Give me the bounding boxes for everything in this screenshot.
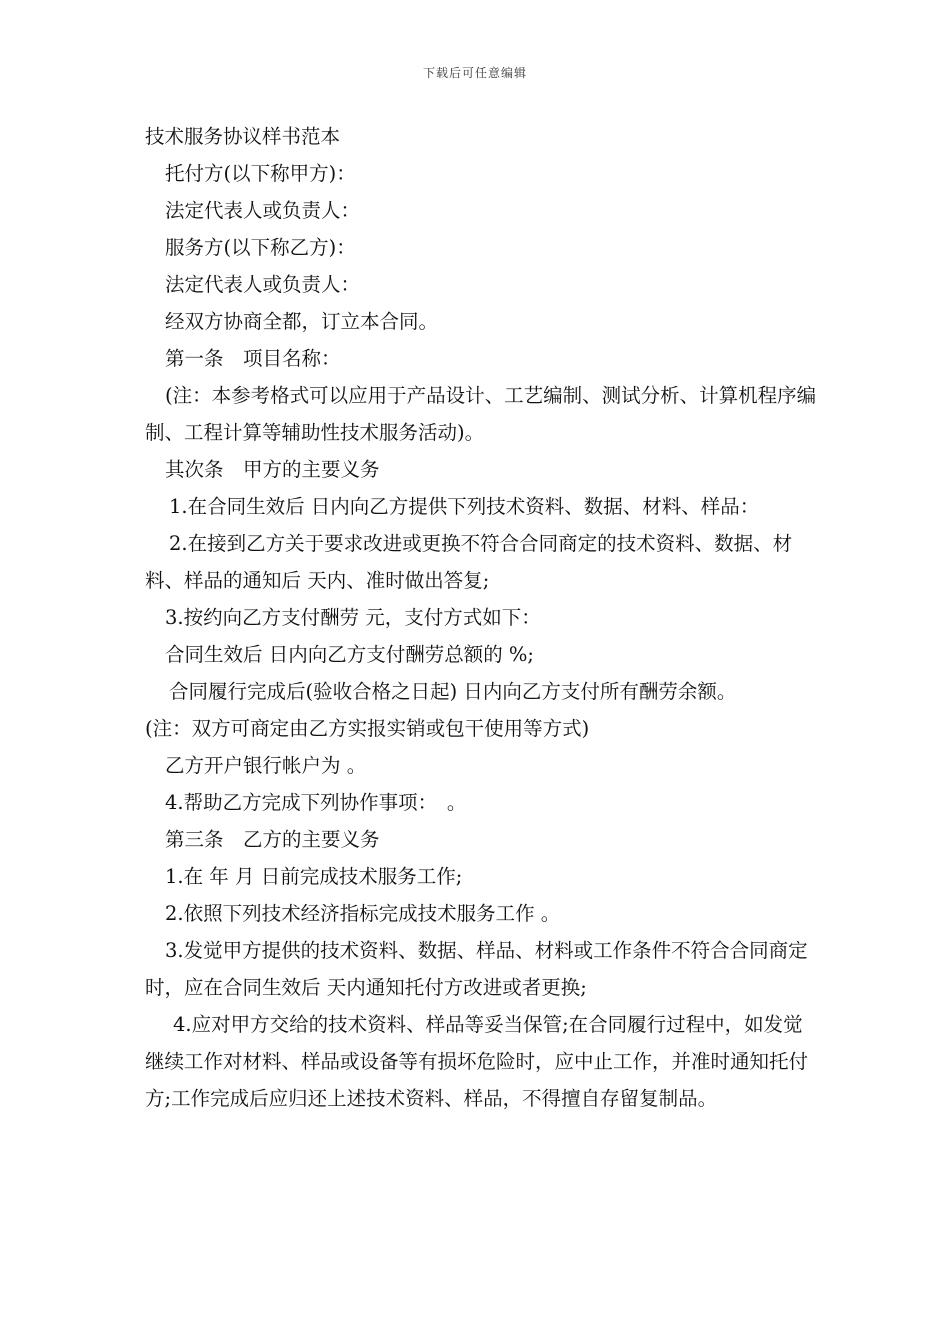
- article-1-heading: 第一条 项目名称：: [165, 347, 341, 370]
- document-title: 技术服务协议样书范本: [145, 125, 341, 148]
- article-2-item-1: 1.在合同生效后 日内向乙方提供下列技术资料、数据、材料、样品：: [169, 495, 760, 518]
- page-header-note: 下载后可任意编辑: [422, 66, 527, 80]
- paragraph-client: 托付方(以下称甲方)：: [165, 162, 356, 185]
- article-2-item-4: 4.帮助乙方完成下列协作事项： 。: [165, 791, 467, 814]
- article-3-item-2: 2.依照下列技术经济指标完成技术服务工作 。: [165, 902, 561, 925]
- paragraph-provider: 服务方(以下称乙方)：: [165, 236, 356, 259]
- article-1-note: (注：本参考格式可以应用于产品设计、工艺编制、测试分析、计算机程序编制、工程计算等辅助性技术服务活动)。: [145, 384, 817, 444]
- article-3-item-3: 3.发觉甲方提供的技术资料、数据、样品、材料或工作条件不符合合同商定时，应在合同生效后 天内通知托付方改进或者更换;: [145, 939, 808, 999]
- paragraph-agreement: 经双方协商全都，订立本合同。: [165, 310, 439, 333]
- article-3-item-4: 4.应对甲方交给的技术资料、样品等妥当保管;在合同履行过程中，如发觉继续工作对材料、样品或设备等有损坏危险时，应中止工作，并准时通知托付方;工作完成后应归还上述技术资料、样品，不得擅自存留复制品。: [145, 1013, 809, 1110]
- paragraph-client-representative: 法定代表人或负责人：: [165, 199, 361, 222]
- document-body: [145, 118, 820, 1117]
- article-2-item-2: 2.在接到乙方关于要求改进或更换不符合合同商定的技术资料、数据、材料、样品的通知后 天内、准时做出答复;: [145, 532, 793, 592]
- article-2-heading: 其次条 甲方的主要义务: [165, 458, 380, 481]
- article-2-item-3: 3.按约向乙方支付酬劳 元，支付方式如下：: [165, 606, 541, 629]
- article-3-heading: 第三条 乙方的主要义务: [165, 828, 380, 851]
- paragraph-provider-representative: 法定代表人或负责人：: [165, 273, 361, 296]
- payment-term-1: 合同生效后 日内向乙方支付酬劳总额的 %;: [165, 643, 534, 666]
- payment-note: (注：双方可商定由乙方实报实销或包干使用等方式): [145, 717, 590, 740]
- bank-account: 乙方开户银行帐户为 。: [165, 754, 367, 777]
- payment-term-2: 合同履行完成后(验收合格之日起) 日内向乙方支付所有酬劳余额。: [169, 680, 737, 703]
- article-3-item-1: 1.在 年 月 日前完成技术服务工作;: [165, 865, 463, 888]
